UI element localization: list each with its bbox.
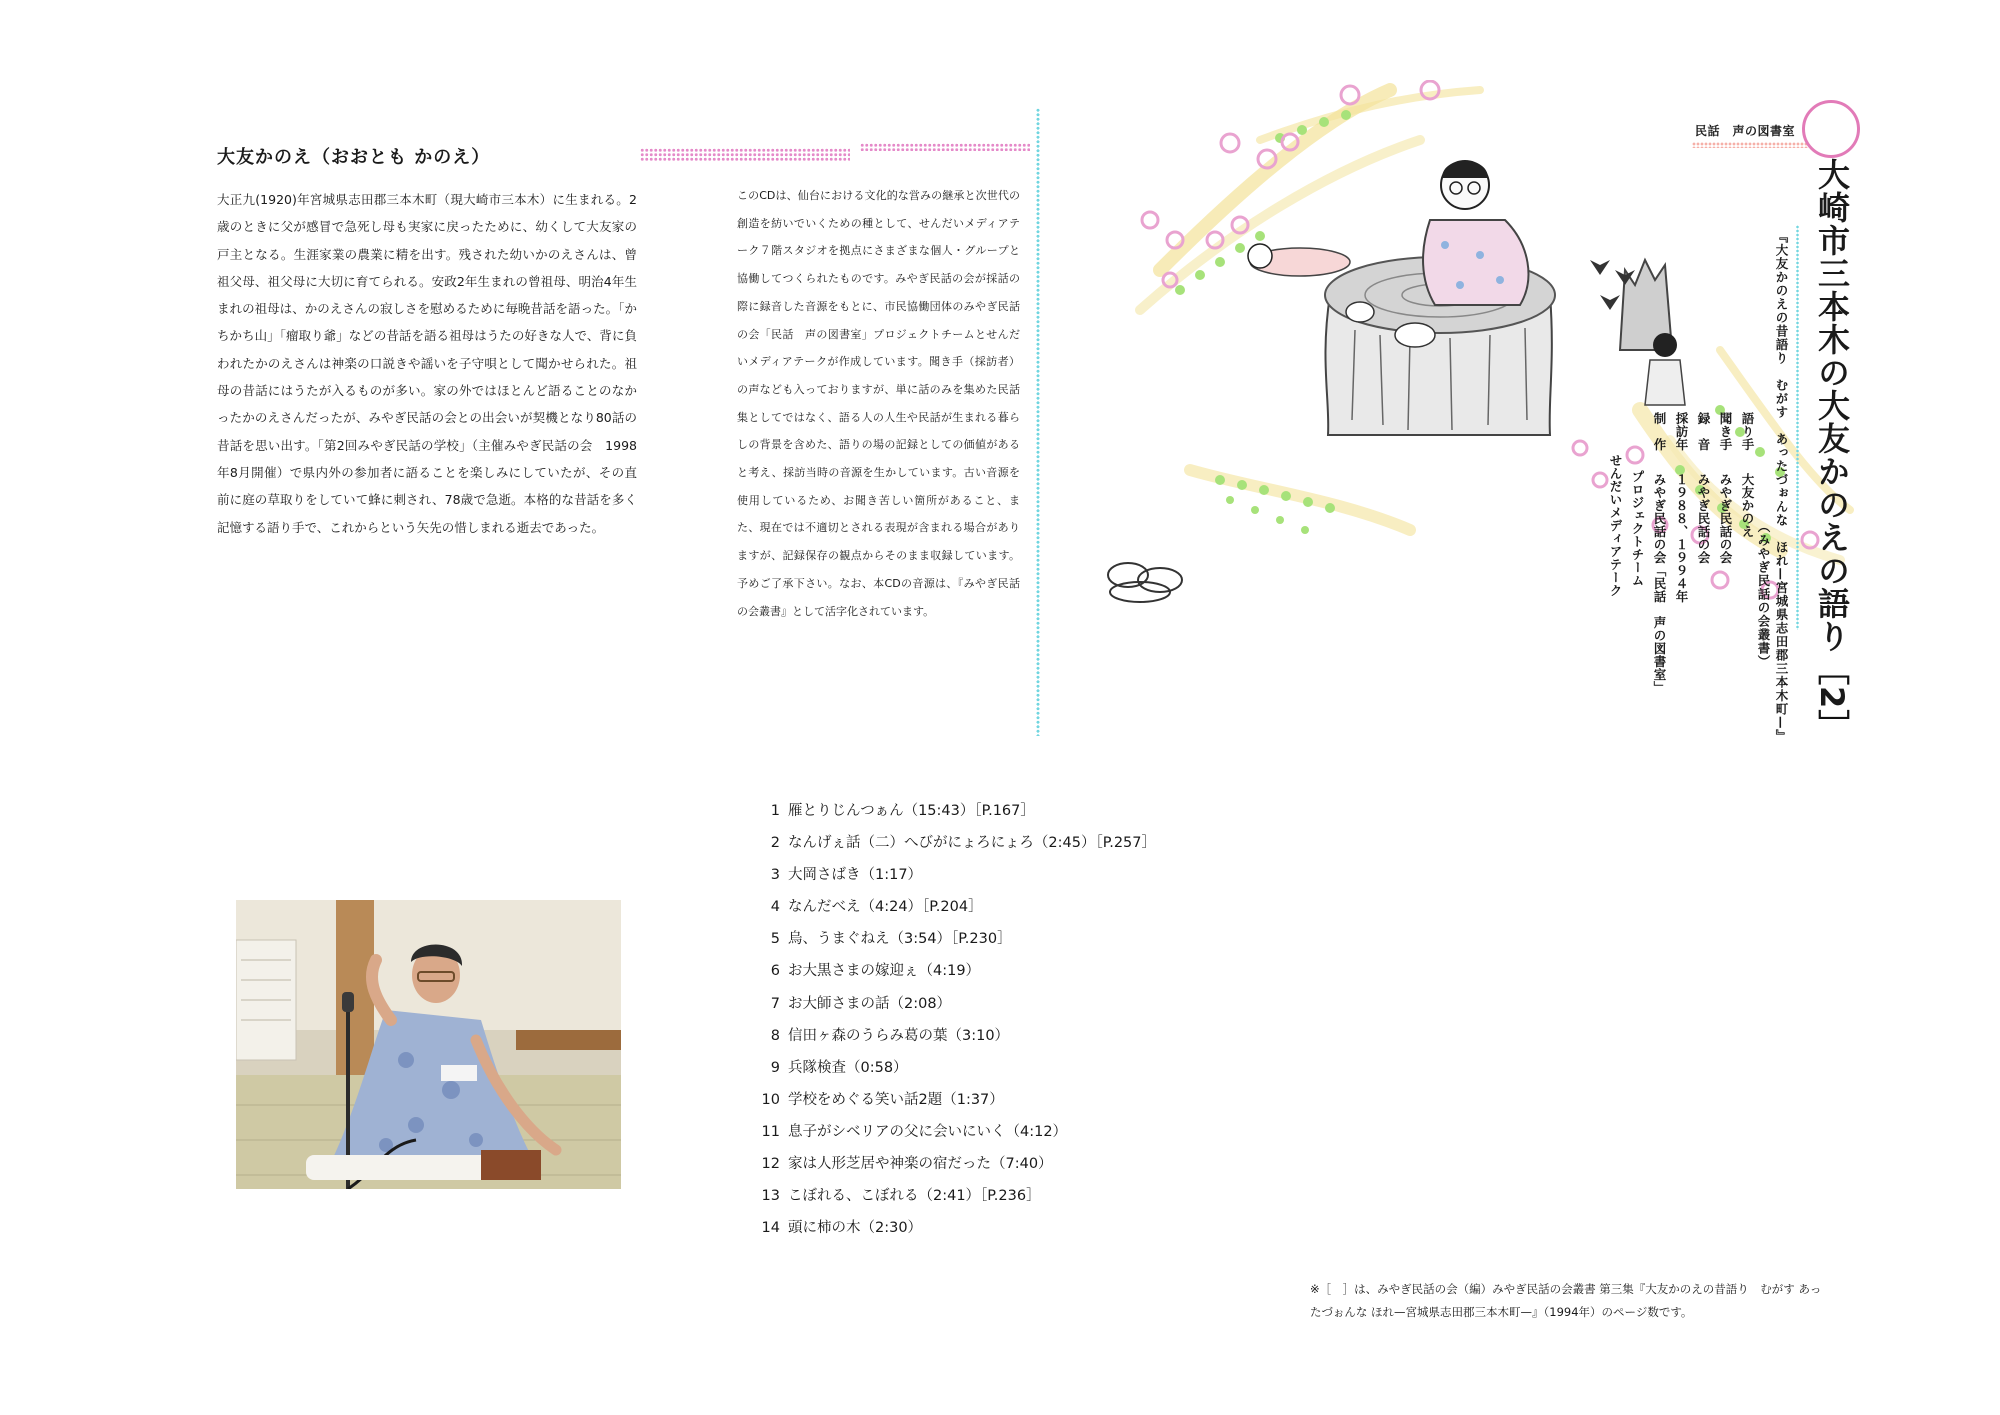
track-title: なんげぇ話（二）へびがにょろにょろ（2:45）［P.257］: [788, 835, 1156, 852]
credit-label: 録 音: [1696, 412, 1711, 451]
track-item[interactable]: [750, 1084, 1250, 1116]
track-number: 6: [770, 963, 780, 980]
main-title: [1812, 158, 1852, 742]
bio-heading: 大友かのえ（おおとも かのえ）: [217, 147, 491, 168]
pink-dot-strip: [640, 148, 850, 162]
credit-value: みやぎ民話の会: [1696, 473, 1711, 564]
volume-open-bracket: ［: [1813, 653, 1851, 686]
track-title: 息子がシベリアの父に会いにいく（4:12）: [788, 1123, 1068, 1140]
track-title: なんだべえ（4:24）［P.204］: [788, 899, 983, 916]
credit-value: せんだいメディアテーク: [1608, 454, 1623, 597]
track-number: 2: [770, 835, 780, 852]
track-title: 雁とりじんつぁん（15:43）［P.167］: [788, 803, 1035, 819]
credit-label: 語り手: [1740, 412, 1755, 451]
track-item[interactable]: [750, 1020, 1250, 1052]
track-list: [750, 795, 1250, 1244]
track-number: 9: [770, 1059, 780, 1076]
volume-close-bracket: ］: [1813, 709, 1851, 743]
track-number: 3: [770, 867, 780, 884]
track-title: 家は人形芝居や神楽の宿だった（7:40）: [788, 1156, 1053, 1173]
track-title: 烏、うまぐねえ（3:54）［P.230］: [788, 931, 1012, 948]
track-item[interactable]: [750, 1116, 1250, 1148]
track-number: 11: [761, 1123, 780, 1140]
track-number: 1: [770, 803, 780, 819]
track-number: 8: [770, 1027, 780, 1044]
track-item[interactable]: [750, 923, 1250, 955]
credit-production-2: [1628, 470, 1646, 587]
credit-interviewer: [1716, 412, 1734, 564]
source-series: （みやぎ民話の会叢書）: [1756, 520, 1771, 669]
source-title: 『大友かのえの昔語り むがす あったづぉんな ほれ—宮城県志田郡三本木町—』: [1774, 230, 1789, 743]
track-number: 7: [770, 995, 780, 1012]
credit-label: 採訪年: [1674, 412, 1689, 451]
bio-text: 大正九(1920)年宮城県志田郡三本木町（現大崎市三本木）に生まれる。2歳のときに父が感冒で急死し母も実家に戻ったために、幼くして大友家の戸主となる。生涯家業の農業に精を出す。残された幼いかのえさんは、曾祖父母、祖父母に大切に育てられる。安政2年生まれの曾祖母、明治4年生まれの祖母は、かのえさんの寂しさを慰めるために毎晩昔話を語った。「かちかち山」「瘤取り爺」などの昔話を語る祖母はうたの好きな人で、背に負われたかのえさんは神楽の口説きや謡いを子守唄として聞かせられた。祖母の昔話にはうたが入るものが多い。家の外ではほとんど語ることのなかったかのえさんだったが、みやぎ民話の会との出会いが契機となり80話の昔話を思い出す。「第2回みやぎ民話の学校」（主催みやぎ民話の会 1998年8月開催）で県内外の参加者に語ることを楽しみにしていたが、その直前に庭の草取りをしていて蜂に刺され、78歳で急逝。本格的な昔話を多く記憶する語り手で、これからという矢先の惜しまれる逝去であった。: [217, 192, 637, 535]
footnote: ※［ ］は、みやぎ民話の会（編）みやぎ民話の会叢書 第三集『大友かのえの昔語り むがす あったづぉんな ほれ—宮城県志田郡三本木町—』（1994年）のページ数です。: [1310, 1282, 1822, 1319]
credit-value: みやぎ民話の会: [1718, 473, 1733, 564]
credit-value: １９８８、１９９４年: [1674, 473, 1689, 603]
track-title: 学校をめぐる笑い話2題（1:37）: [788, 1091, 1004, 1108]
track-item[interactable]: [750, 988, 1250, 1020]
track-number: 12: [761, 1156, 780, 1173]
series-label: 民話 声の図書室: [1695, 124, 1796, 138]
track-title: 兵隊検査（0:58）: [788, 1059, 908, 1076]
track-item[interactable]: [750, 1148, 1250, 1180]
track-number: 4: [770, 899, 780, 916]
track-item[interactable]: [750, 827, 1250, 859]
track-title: お大師さまの話（2:08）: [788, 995, 952, 1012]
credit-year: [1672, 412, 1690, 603]
credit-narrator: [1738, 412, 1756, 538]
header-dot-rule: [1692, 142, 1808, 148]
track-item[interactable]: [750, 891, 1250, 923]
track-title: 頭に柿の木（2:30）: [788, 1220, 923, 1237]
track-title: お大黒さまの嫁迎ぇ（4:19）: [788, 963, 981, 980]
track-title: 大岡さばき（1:17）: [788, 867, 923, 884]
page-divider: [1036, 108, 1040, 736]
track-number: 10: [761, 1091, 780, 1108]
track-item[interactable]: [750, 1212, 1250, 1244]
credit-production-3: [1606, 454, 1624, 597]
track-number: 13: [761, 1188, 780, 1205]
track-number: 5: [770, 931, 780, 948]
credit-value: みやぎ民話の会「民話 声の図書室」: [1652, 473, 1667, 694]
pink-ring-ornament: [1802, 100, 1860, 158]
credit-label: 制 作: [1652, 412, 1667, 451]
credit-value: 大友かのえ: [1740, 473, 1755, 538]
cd-note: このCDは、仙台における文化的な営みの継承と次世代の創造を紡いでいくための種として、せんだいメディアテーク７階スタジオを拠点にさまざまな個人・グループと協働してつくられたものです。みやぎ民話の会が採話の際に録音した音源をもとに、市民協働団体のみやぎ民話の会「民話 声の図書室」プロジェクトチームとせんだいメディアテークが作成しています。聞き手（採訪者）の声なども入っておりますが、単に話のみを集めた民話集としてではなく、語る人の人生や民話が生まれる暮らしの背景を含めた、語りの場の記録としての価値があると考え、採訪当時の音源を生かしています。古い音源を使用しているため、お聞き苦しい箇所があること、また、現在では不適切とされる表現が含まれる場合がありますが、記録保存の観点からそのまま収録しています。予めご了承下さい。なお、本CDの音源は、『みやぎ民話の会叢書』として活字化されています。: [737, 189, 1020, 618]
track-item[interactable]: [750, 1052, 1250, 1084]
main-title-text: 大崎市三本木の大友かのえの語り: [1813, 158, 1851, 653]
track-number: 14: [761, 1220, 780, 1237]
credit-recording: [1694, 412, 1712, 564]
track-item[interactable]: [750, 795, 1250, 827]
credit-label: 聞き手: [1718, 412, 1733, 451]
track-title: 信田ヶ森のうらみ葛の葉（3:10）: [788, 1027, 1010, 1044]
track-item[interactable]: [750, 955, 1250, 987]
credit-value: プロジェクトチーム: [1630, 470, 1645, 587]
cyan-dot-rule: [1796, 225, 1799, 630]
track-title: こぼれる、こぼれる（2:41）［P.236］: [788, 1188, 1041, 1205]
track-item[interactable]: [750, 1180, 1250, 1212]
credit-production: [1650, 412, 1668, 694]
storyteller-illustration: [1080, 80, 1860, 640]
track-item[interactable]: [750, 859, 1250, 891]
pink-dot-strip-2: [860, 143, 1030, 151]
volume-number: 2: [1813, 686, 1851, 710]
storyteller-photo: [236, 900, 621, 1189]
